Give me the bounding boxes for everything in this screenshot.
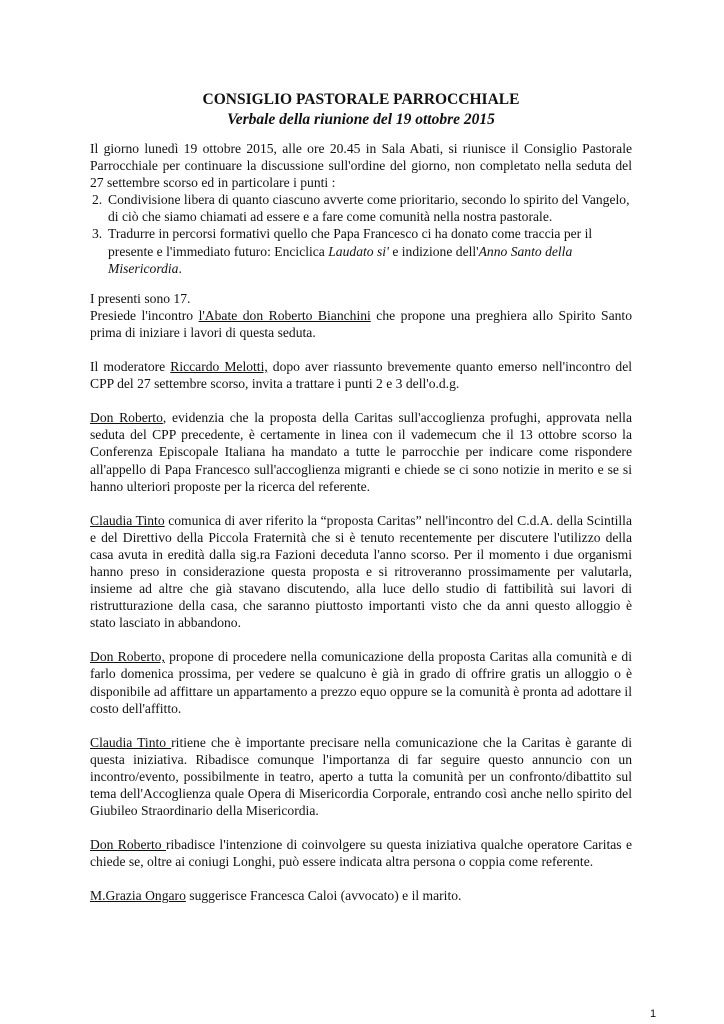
- agenda-item-text: Condivisione libera di quanto ciascuno avverte come prioritario, secondo lo spirito del Vangelo, di ciò che siamo chiamati ad essere e a fare come comunità nella nostra pastorale.: [108, 192, 630, 225]
- jubilee-title: Anno Santo della Misericordia: [108, 243, 573, 276]
- chair-name: l'Abate don Roberto Bianchini: [198, 307, 371, 323]
- minutes-paragraph: Claudia Tinto ritiene che è importante precisare nella comunicazione che la Caritas è garante di questa iniziativa. Ribadisce comunque l'importanza di far seguire questo annuncio con un incontro/evento, possibilmente in teatro, aperto a tutta la comunità per un confronto/dibattito sul tema dell'Accoglienza quale Opera di Misericordia Corporale, entrando così anche nello spirito del Giubileo Straordinario della Misericordia.: [90, 734, 632, 819]
- minutes-paragraph: Don Roberto, propone di procedere nella comunicazione della proposta Caritas alla comunità e di farlo domenica prossima, per vedere se qualcuno è già in grado di offrire gratis un alloggio o è disponibile ad affittare un appartamento a prezzo equo oppure se la comunità è pronta ad adottare il costo dell'affitto.: [90, 649, 632, 716]
- agenda-item-number: 3.: [92, 226, 103, 242]
- moderator-name: Riccardo Melotti,: [170, 359, 268, 375]
- agenda-list: [90, 191, 632, 276]
- minutes-paragraph: Don Roberto, evidenzia che la proposta della Caritas sull'accoglienza profughi, approvata nella seduta del CPP precedente, è certamente in linea con il vademecum che il 13 ottobre scorso la Conferenza Episcopale Italiana ha mandato a tutte le parrocchie per indicare come rispondere all'appello di Papa Francesco sull'accoglienza migranti e chiede se ci sono notizie in merito e se si hanno ulteriori proposte per la ricerca del referente.: [90, 410, 632, 494]
- speaker-name: Don Roberto,: [90, 649, 165, 665]
- intro-paragraph: Il giorno lunedì 19 ottobre 2015, alle ore 20.45 in Sala Abati, si riunisce il Consiglio Pastorale Parrocchiale per continuare la discussione sull'ordine del giorno, non completato nella seduta del 27 settembre scorso ed in particolare i punti :: [90, 141, 632, 191]
- speaker-name: Don Roberto: [90, 410, 163, 426]
- agenda-item-2: [92, 191, 632, 225]
- minutes-paragraph: Claudia Tinto comunica di aver riferito la “proposta Caritas” nell'incontro del C.d.A. della Scintilla e del Direttivo della Piccola Fraternità che si è tenuto recentemente per discutere l'utilizzo della casa avuta in eredità dalla sig.ra Fazioni deceduta l'anno scorso. Per il momento i due organismi hanno preso in considerazione questa proposta e si ritroveranno prossimamente per valutarla, insieme ad altre che già stavano discutendo, alla luce dello studio di fattibilità sui lavori di ristrutturazione della casa, che saranno piuttosto importanti visto che da anni questo alloggio è stato lasciato in abbandono.: [90, 512, 632, 631]
- attendance-line: I presenti sono 17.: [90, 290, 191, 306]
- minutes-paragraph: Don Roberto ribadisce l'intenzione di coinvolgere su questa iniziativa qualche operatore Caritas e chiede se, oltre ai coniugi Longhi, può essere indicata altra persona o coppia come referente.: [90, 837, 632, 870]
- speaker-name: Don Roberto: [90, 837, 166, 853]
- speaker-name: M.Grazia Ongaro: [90, 888, 186, 904]
- speaker-name: Claudia Tinto: [90, 734, 172, 750]
- encyclical-title: Laudato si': [328, 243, 389, 259]
- agenda-item-number: 2.: [92, 192, 103, 208]
- speaker-name: Claudia Tinto: [90, 512, 165, 528]
- agenda-item-3: [92, 225, 632, 276]
- agenda-item-text: .: [178, 260, 182, 276]
- document-body: [90, 140, 632, 904]
- agenda-item-text: e indizione dell': [388, 243, 479, 259]
- page-subtitle: Verbale della riunione del 19 ottobre 2015: [227, 111, 495, 128]
- page-title: CONSIGLIO PASTORALE PARROCCHIALE: [202, 91, 520, 108]
- minutes-paragraph: M.Grazia Ongaro suggerisce Francesca Caloi (avvocato) e il marito.: [90, 888, 462, 904]
- page-number: 1: [650, 1008, 657, 1020]
- moderator-paragraph: Il moderatore Riccardo Melotti, dopo aver riassunto brevemente quanto emerso nell'incontro del CPP del 27 settembre scorso, invita a trattare i punti 2 e 3 dell'o.d.g.: [90, 359, 633, 392]
- agenda-item-text: Tradurre in percorsi formativi quello che Papa Francesco ci ha donato come traccia per il presente e l'immediato futuro: Enciclica: [108, 226, 593, 259]
- chair-paragraph: Presiede l'incontro l'Abate don Roberto Bianchini che propone una preghiera allo Spirito Santo prima di iniziare i lavori di questa seduta.: [90, 307, 632, 340]
